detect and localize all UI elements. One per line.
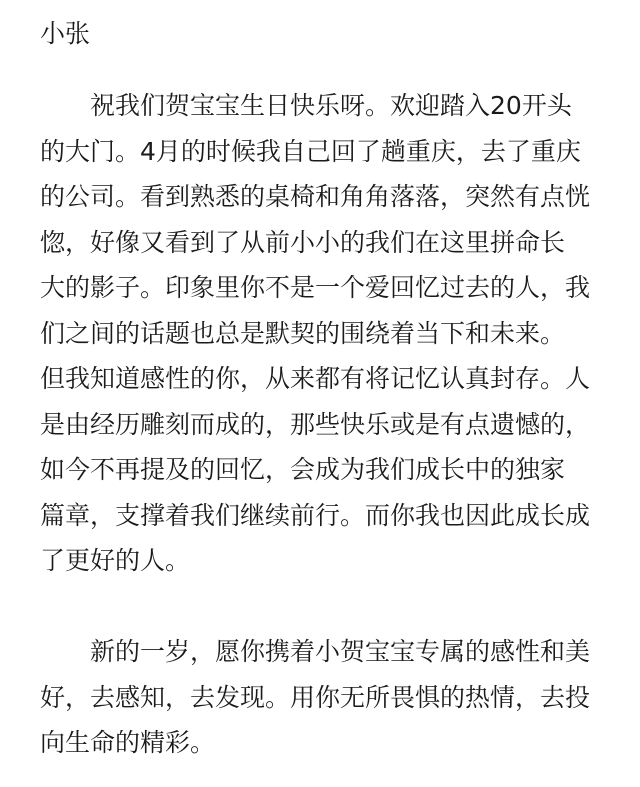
text-line: 但我知道感性的你，从来都有将记忆认真封存。人	[40, 364, 591, 393]
letter-salutation: 小张	[40, 19, 91, 48]
text-line: 是由经历雕刻而成的，那些快乐或是有点遗憾的，	[40, 409, 591, 439]
text-line: 向生命的精彩。	[40, 728, 216, 757]
letter-paragraph-1	[40, 83, 610, 584]
text-line: 了更好的人。	[40, 546, 191, 575]
text-line: 好，去感知，去发现。用你无所畏惧的热情，去投	[40, 682, 591, 712]
text-line: 惚，好像又看到了从前小小的我们在这里拼命长	[40, 227, 566, 257]
letter-paragraph-2	[40, 629, 610, 766]
text-line: 们之间的话题也总是默契的围绕着当下和未来。	[40, 318, 566, 348]
text-line: 的公司。看到熟悉的桌椅和角角落落，突然有点恍	[40, 182, 591, 211]
text-line: 篇章，支撑着我们继续前行。而你我也因此成长成	[40, 500, 591, 530]
text-line: 如今不再提及的回忆，会成为我们成长中的独家	[40, 455, 566, 484]
text-line: 新的一岁，愿你携着小贺宝宝专属的感性和美	[40, 637, 591, 666]
text-line: 大的影子。印象里你不是一个爱回忆过去的人，我	[40, 273, 591, 302]
text-line: 的大门。4月的时候我自己回了趟重庆，去了重庆	[40, 136, 581, 166]
text-line: 祝我们贺宝宝生日快乐呀。欢迎踏入20开头	[40, 91, 572, 120]
